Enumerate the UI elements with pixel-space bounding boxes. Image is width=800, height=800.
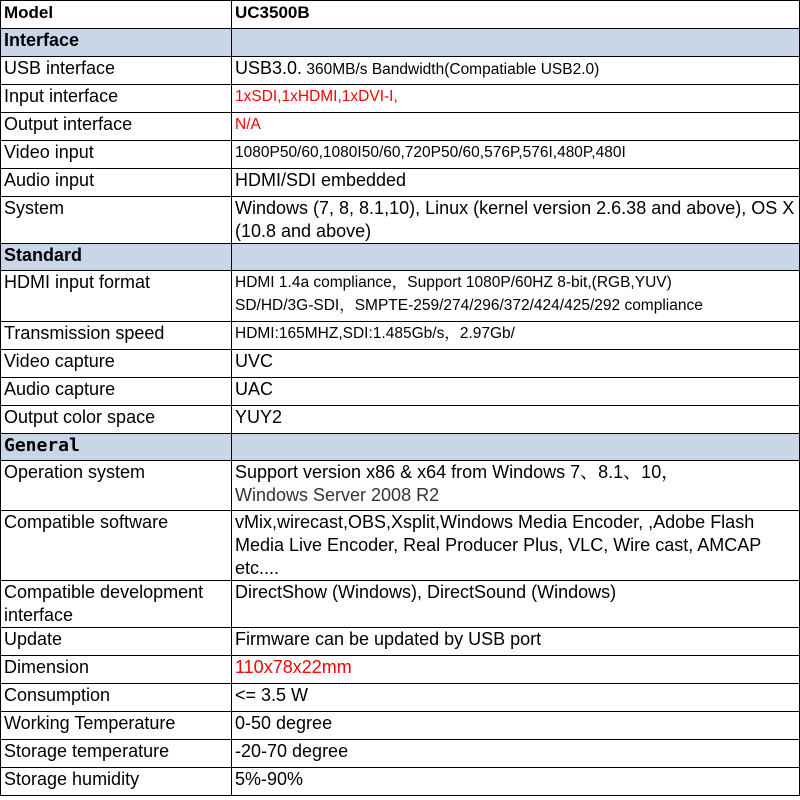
section-interface-spacer — [232, 29, 800, 57]
section-general-title: General — [1, 434, 232, 461]
spec-value: 110x78x22mm — [232, 656, 800, 684]
spec-row-storage-temperature — [1, 740, 800, 768]
spec-row-video-input — [1, 141, 800, 169]
spec-label: USB interface — [1, 57, 232, 85]
spec-row-storage-humidity — [1, 768, 800, 796]
spec-value — [232, 271, 800, 322]
spec-value: YUY2 — [232, 406, 800, 434]
spec-row-consumption — [1, 684, 800, 712]
spec-label: Compatible software — [1, 511, 232, 581]
section-standard-title: Standard — [1, 244, 232, 271]
spec-label: Audio capture — [1, 378, 232, 406]
spec-row-compatible-development-interface — [1, 581, 800, 628]
os-line-1: Support version x86 & x64 from Windows 7、8.1、10， — [235, 462, 680, 482]
spec-label: Video input — [1, 141, 232, 169]
spec-row-usb-interface — [1, 57, 800, 85]
spec-label: Update — [1, 628, 232, 656]
spec-label: Operation system — [1, 461, 232, 511]
spec-row-hdmi-input-format — [1, 271, 800, 322]
spec-label: Consumption — [1, 684, 232, 712]
spec-label: Storage humidity — [1, 768, 232, 796]
spec-row-audio-input — [1, 169, 800, 197]
model-value: UC3500B — [232, 1, 800, 29]
usb-bandwidth: 360MB/s Bandwidth(Compatiable USB2.0) — [302, 61, 600, 78]
spec-label: Dimension — [1, 656, 232, 684]
spec-value: Windows (7, 8, 8.1,10), Linux (kernel version 2.6.38 and above), OS X (10.8 and above) — [232, 197, 800, 244]
hdmi-format-line-1: HDMI 1.4a compliance，Support 1080P/60HZ 8-bit,(RGB,YUV) — [235, 274, 672, 291]
section-standard-spacer — [232, 244, 800, 271]
spec-row-update — [1, 628, 800, 656]
spec-value: 1xSDI,1xHDMI,1xDVI-I, — [232, 85, 800, 113]
spec-row-audio-capture — [1, 378, 800, 406]
section-general-row — [1, 434, 800, 461]
hdmi-format-line-2: SD/HD/3G-SDI，SMPTE-259/274/296/372/424/425/292 compliance — [235, 297, 703, 314]
spec-row-working-temperature — [1, 712, 800, 740]
spec-value: 5%-90% — [232, 768, 800, 796]
spec-value: N/A — [232, 113, 800, 141]
spec-value — [232, 461, 800, 511]
spec-value: -20-70 degree — [232, 740, 800, 768]
os-line-2: Windows Server 2008 R2 — [235, 485, 440, 505]
spec-label: Output interface — [1, 113, 232, 141]
spec-row-output-interface — [1, 113, 800, 141]
spec-label: HDMI input format — [1, 271, 232, 322]
spec-row-system — [1, 197, 800, 244]
spec-value: vMix,wirecast,OBS,Xsplit,Windows Media Encoder, ,Adobe Flash Media Live Encoder, Real Producer Plus, VLC, Wire cast, AMCAP etc.... — [232, 511, 800, 581]
spec-value: <= 3.5 W — [232, 684, 800, 712]
spec-label: Storage temperature — [1, 740, 232, 768]
spec-label: Video capture — [1, 350, 232, 378]
spec-value: UAC — [232, 378, 800, 406]
spec-label: System — [1, 197, 232, 244]
spec-label: Audio input — [1, 169, 232, 197]
spec-value: HDMI/SDI embedded — [232, 169, 800, 197]
section-interface-title: Interface — [1, 29, 232, 57]
spec-value: 0-50 degree — [232, 712, 800, 740]
section-standard-row — [1, 244, 800, 271]
spec-value: UVC — [232, 350, 800, 378]
spec-row-compatible-software — [1, 511, 800, 581]
spec-row-output-color-space — [1, 406, 800, 434]
usb-version: USB3.0. — [235, 58, 303, 78]
spec-row-video-capture — [1, 350, 800, 378]
section-interface-row — [1, 29, 800, 57]
spec-label: Transmission speed — [1, 322, 232, 350]
spec-value: HDMI:165MHZ,SDI:1.485Gb/s，2.97Gb/ — [232, 322, 800, 350]
spec-label: Output color space — [1, 406, 232, 434]
model-label: Model — [1, 1, 232, 29]
spec-row-dimension — [1, 656, 800, 684]
spec-value: Firmware can be updated by USB port — [232, 628, 800, 656]
spec-label: Input interface — [1, 85, 232, 113]
section-general-spacer — [232, 434, 800, 461]
spec-value: 1080P50/60,1080I50/60,720P50/60,576P,576I,480P,480I — [232, 141, 800, 169]
spec-label: Working Temperature — [1, 712, 232, 740]
spec-row-transmission-speed — [1, 322, 800, 350]
spec-value: DirectShow (Windows), DirectSound (Windows) — [232, 581, 800, 628]
spec-label: Compatible development interface — [1, 581, 232, 628]
spec-row-operation-system — [1, 461, 800, 511]
spec-value — [232, 57, 800, 85]
spec-row-input-interface — [1, 85, 800, 113]
model-header-row — [1, 1, 800, 29]
